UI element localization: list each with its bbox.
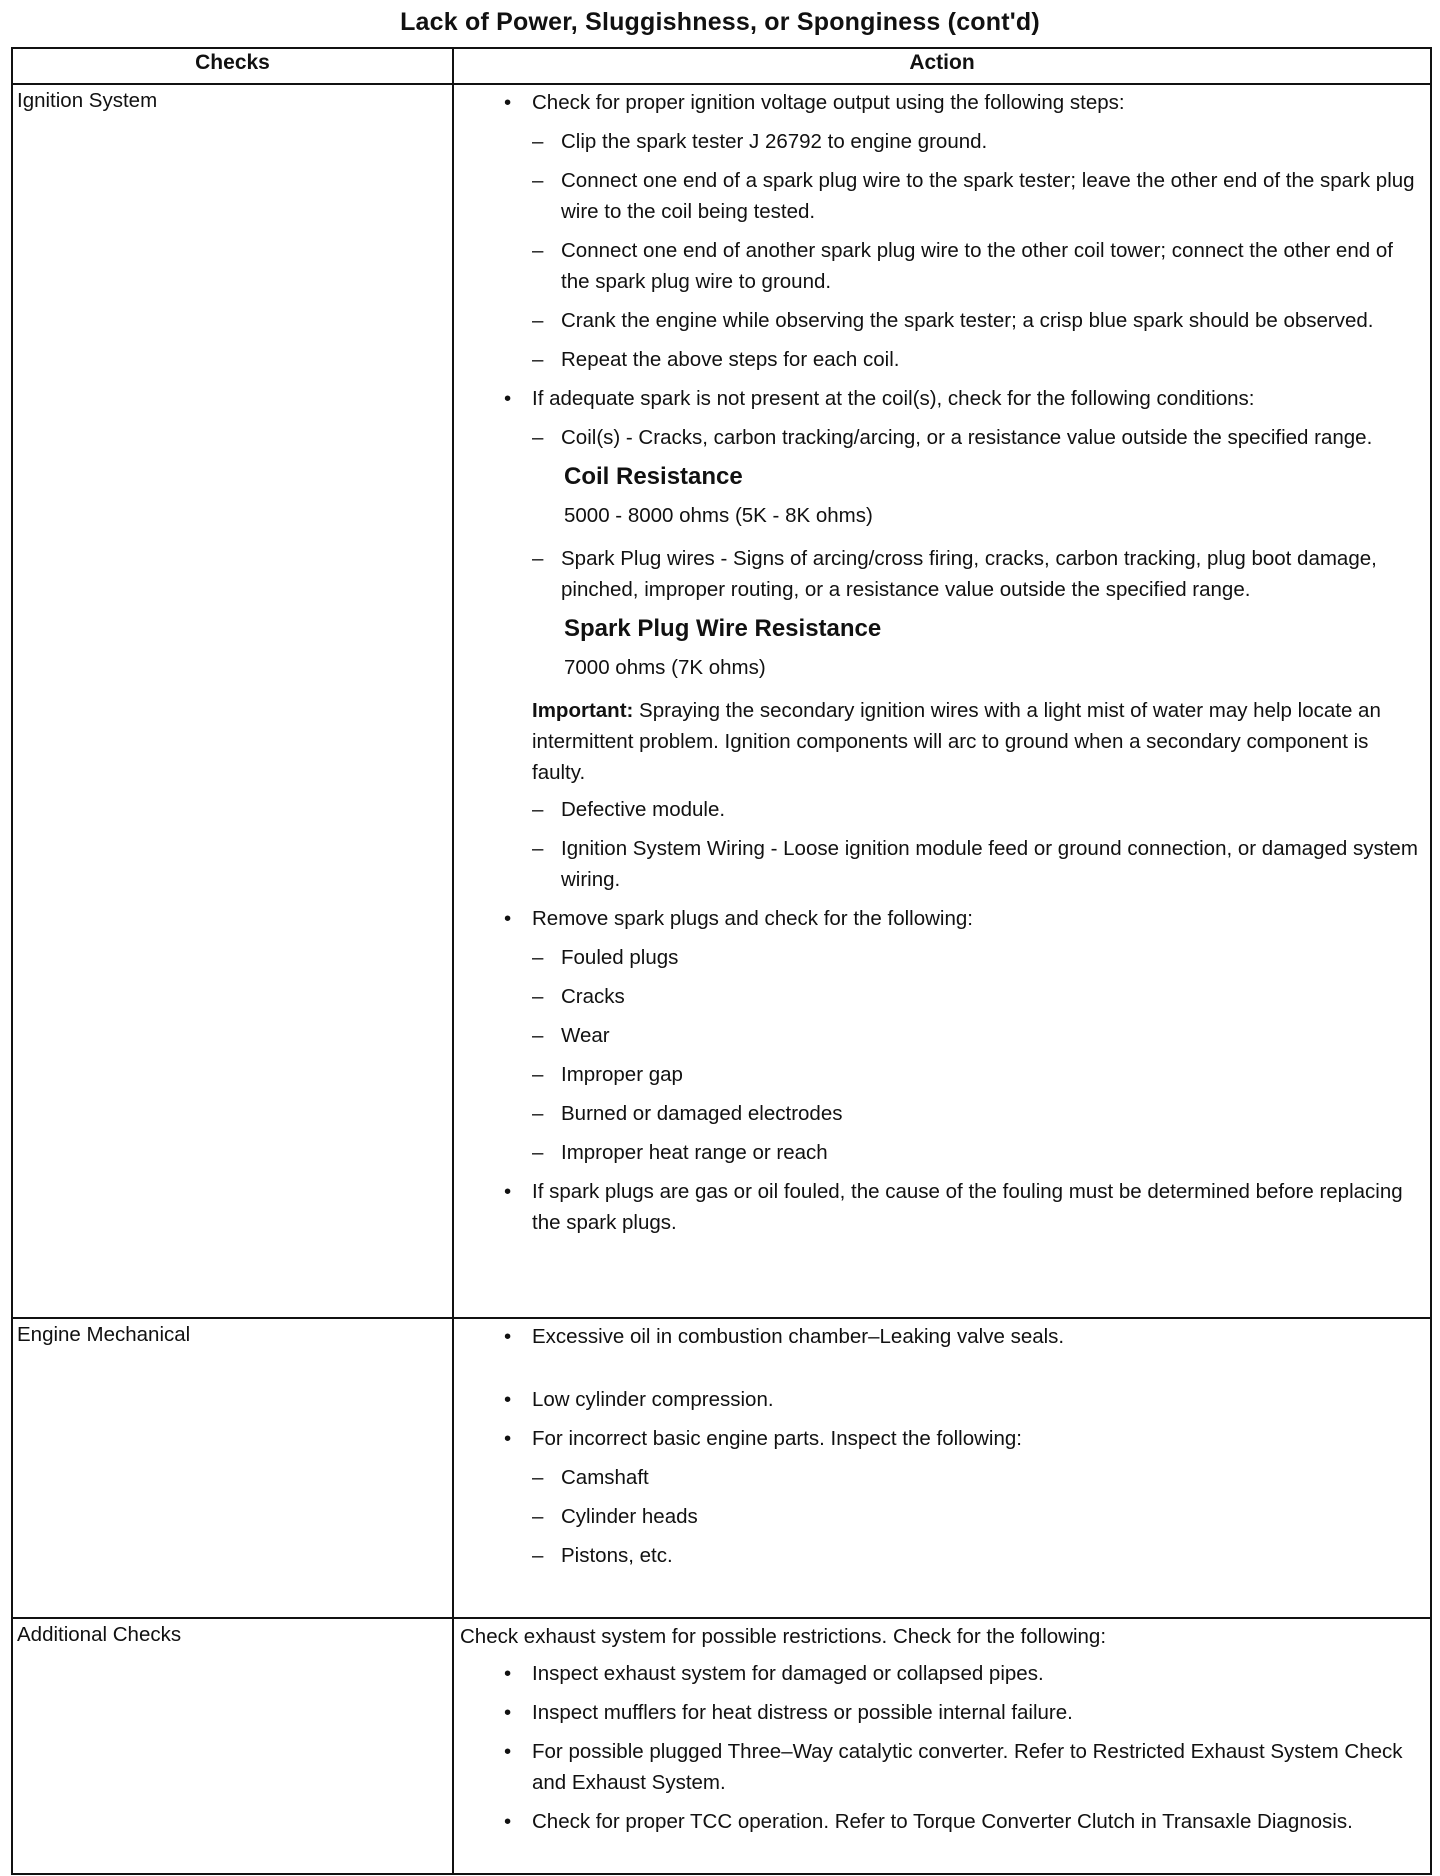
sub-item: – Fouled plugs (454, 942, 1420, 973)
sub-item: – Improper heat range or reach (454, 1137, 1420, 1168)
sub-item: – Cracks (454, 981, 1420, 1012)
bullet-item: • Excessive oil in combustion chamber–Leaking valve seals. (454, 1321, 1420, 1352)
wire-resistance-heading: Spark Plug Wire Resistance (564, 615, 882, 642)
sub-item: – Pistons, etc. (454, 1540, 1420, 1571)
page-title: Lack of Power, Sluggishness, or Sponginess (cont'd) (400, 8, 1040, 36)
bullet-item: • If adequate spark is not present at the coil(s), check for the following conditions: (454, 383, 1420, 414)
sub-item: – Repeat the above steps for each coil. (454, 344, 1420, 375)
action-engine-mechanical (453, 1318, 1431, 1618)
bullet-item: • Inspect exhaust system for damaged or collapsed pipes. (454, 1658, 1420, 1689)
coil-resistance-heading: Coil Resistance (564, 463, 743, 490)
sub-item: – Connect one end of a spark plug wire to the spark tester; leave the other end of the spark plug wire to the coil being tested. (454, 165, 1420, 227)
diagnostic-table (11, 47, 1432, 1875)
sub-item: – Connect one end of another spark plug wire to the other coil tower; connect the other end of the spark plug wire to ground. (454, 235, 1420, 297)
sub-item: – Coil(s) - Cracks, carbon tracking/arcing, or a resistance value outside the specified range. (454, 422, 1420, 453)
important-note (454, 695, 1420, 788)
sub-item: – Clip the spark tester J 26792 to engine ground. (454, 126, 1420, 157)
check-additional-checks: Additional Checks (12, 1618, 453, 1874)
table-row-engine (12, 1318, 1431, 1618)
sub-item: – Ignition System Wiring - Loose ignition module feed or ground connection, or damaged system wiring. (454, 833, 1420, 895)
wire-resistance-value: 7000 ohms (7K ohms) (564, 656, 766, 679)
important-label: Important: (532, 699, 634, 722)
bullet-item: • For incorrect basic engine parts. Inspect the following: (454, 1423, 1420, 1454)
sub-item: – Spark Plug wires - Signs of arcing/cross firing, cracks, carbon tracking, plug boot damage, pinched, improper routing, or a resistance value outside the specified range. (454, 543, 1420, 605)
checks-column-header: Checks (12, 48, 453, 84)
sub-item: – Wear (454, 1020, 1420, 1051)
sub-item: – Improper gap (454, 1059, 1420, 1090)
sub-item: – Camshaft (454, 1462, 1420, 1493)
bullet-item: • If spark plugs are gas or oil fouled, the cause of the fouling must be determined before replacing the spark plugs. (454, 1176, 1420, 1238)
action-additional-checks (453, 1618, 1431, 1874)
bullet-item: • Remove spark plugs and check for the following: (454, 903, 1420, 934)
bullet-item: • Check for proper ignition voltage output using the following steps: (454, 87, 1420, 118)
additional-intro: Check exhaust system for possible restrictions. Check for the following: (460, 1625, 1107, 1648)
check-ignition-system: Ignition System (12, 84, 453, 1318)
bullet-item: • Low cylinder compression. (454, 1384, 1420, 1415)
check-engine-mechanical: Engine Mechanical (12, 1318, 453, 1618)
table-row-additional (12, 1618, 1431, 1874)
bullet-item: • Check for proper TCC operation. Refer to Torque Converter Clutch in Transaxle Diagnosis. (454, 1806, 1420, 1837)
important-text: Spraying the secondary ignition wires with a light mist of water may help locate an intermittent problem. Ignition components will arc to ground when a secondary component is faulty. (532, 699, 1381, 784)
sub-item: – Cylinder heads (454, 1501, 1420, 1532)
action-column-header: Action (453, 48, 1431, 84)
bullet-item: • For possible plugged Three–Way catalytic converter. Refer to Restricted Exhaust System Check and Exhaust System. (454, 1736, 1420, 1798)
sub-item: – Crank the engine while observing the spark tester; a crisp blue spark should be observed. (454, 305, 1420, 336)
action-ignition-system (453, 84, 1431, 1318)
bullet-item: • Inspect mufflers for heat distress or possible internal failure. (454, 1697, 1420, 1728)
table-header-row (12, 48, 1431, 84)
sub-item: – Burned or damaged electrodes (454, 1098, 1420, 1129)
sub-item: – Defective module. (454, 794, 1420, 825)
coil-resistance-value: 5000 - 8000 ohms (5K - 8K ohms) (564, 504, 873, 527)
table-row-ignition (12, 84, 1431, 1318)
